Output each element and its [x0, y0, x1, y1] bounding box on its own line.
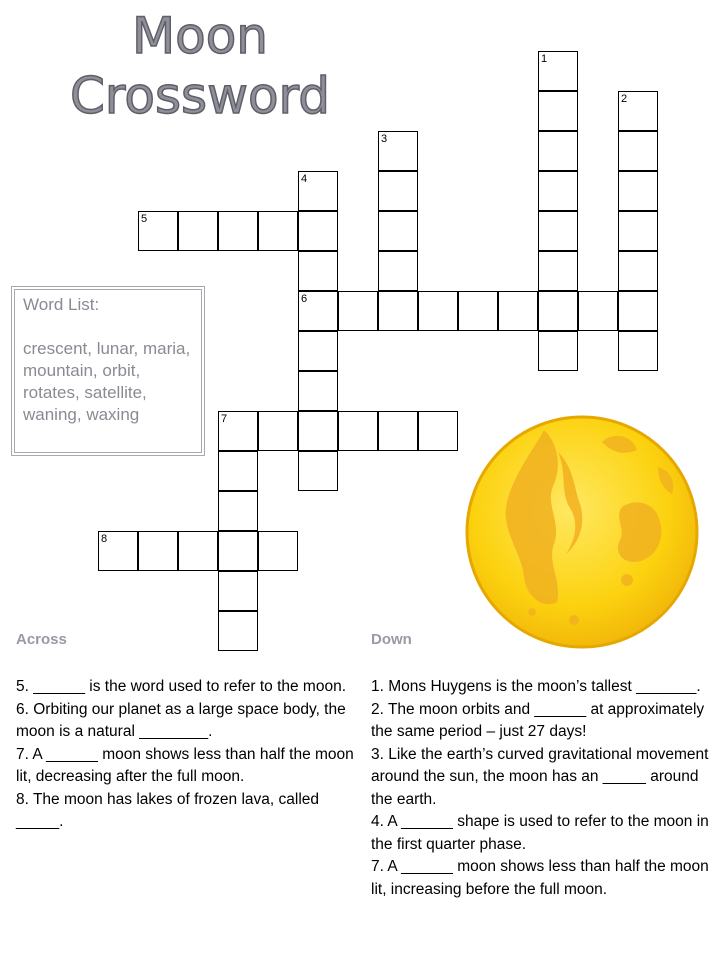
crossword-cell[interactable]	[258, 411, 298, 451]
word-list-words: crescent, lunar, maria, mountain, orbit, rotates, satellite, waning, waxing	[23, 339, 191, 424]
crossword-cell[interactable]	[218, 611, 258, 651]
crossword-cell[interactable]	[578, 291, 618, 331]
crossword-cell[interactable]	[378, 251, 418, 291]
crossword-cell[interactable]	[378, 211, 418, 251]
crossword-cell[interactable]	[258, 211, 298, 251]
crossword-cell[interactable]	[218, 531, 258, 571]
crossword-cell[interactable]	[298, 451, 338, 491]
crossword-cell[interactable]	[298, 171, 338, 211]
clue-number: 3	[381, 133, 388, 145]
clue-number: 8	[101, 533, 108, 545]
moon-illustration	[462, 412, 702, 652]
clue-number: 4	[301, 173, 308, 185]
across-clues	[16, 676, 354, 834]
moon-disc	[467, 417, 697, 647]
across-clue-6: 6. Orbiting our planet as a large space body, the moon is a natural ________.	[16, 700, 346, 740]
clue-number: 5	[141, 213, 148, 225]
crossword-cell[interactable]	[618, 291, 658, 331]
crossword-cell[interactable]	[618, 331, 658, 371]
crossword-cell[interactable]	[618, 91, 658, 131]
crossword-cell[interactable]	[138, 211, 178, 251]
across-clue-5: 5. ______ is the word used to refer to the moon.	[16, 678, 347, 695]
clue-number: 1	[541, 53, 548, 65]
crossword-cell[interactable]	[218, 451, 258, 491]
crossword-cell[interactable]	[538, 91, 578, 131]
crossword-cell[interactable]	[178, 211, 218, 251]
crossword-cell[interactable]	[298, 411, 338, 451]
crossword-cell[interactable]	[298, 291, 338, 331]
down-clue-2: 2. The moon orbits and ______ at approximately the same period – just 27 days!	[371, 700, 705, 740]
crossword-cell[interactable]	[378, 291, 418, 331]
across-clue-7: 7. A ______ moon shows less than half the moon lit, decreasing after the full moon.	[16, 745, 354, 785]
crossword-cell[interactable]	[298, 371, 338, 411]
clue-number: 7	[221, 413, 228, 425]
moon-crater	[528, 608, 536, 616]
crossword-cell[interactable]	[538, 131, 578, 171]
crossword-cell[interactable]	[538, 211, 578, 251]
crossword-cell[interactable]	[378, 131, 418, 171]
crossword-cell[interactable]	[418, 291, 458, 331]
across-clue-8: 8. The moon has lakes of frozen lava, called _____.	[16, 790, 319, 830]
crossword-cell[interactable]	[218, 411, 258, 451]
down-clue-3: 3. Like the earth’s curved gravitational movement around the sun, the moon has an _____ around the earth.	[371, 745, 709, 808]
across-heading: Across	[16, 631, 67, 648]
crossword-cell[interactable]	[538, 251, 578, 291]
crossword-cell[interactable]	[338, 291, 378, 331]
down-heading: Down	[371, 631, 412, 648]
crossword-cell[interactable]	[458, 291, 498, 331]
crossword-cell[interactable]	[378, 171, 418, 211]
crossword-cell[interactable]	[618, 131, 658, 171]
crossword-cell[interactable]	[218, 491, 258, 531]
clue-number: 2	[621, 93, 628, 105]
crossword-cell[interactable]	[178, 531, 218, 571]
crossword-cell[interactable]	[538, 331, 578, 371]
crossword-cell[interactable]	[298, 251, 338, 291]
crossword-cell[interactable]	[138, 531, 178, 571]
crossword-cell[interactable]	[538, 51, 578, 91]
crossword-cell[interactable]	[218, 571, 258, 611]
title-line-1: Moon	[131, 7, 268, 65]
down-clues	[371, 676, 711, 901]
crossword-cell[interactable]	[378, 411, 418, 451]
clue-number: 6	[301, 293, 308, 305]
crossword-cell[interactable]	[218, 211, 258, 251]
crossword-cell[interactable]	[538, 171, 578, 211]
crossword-cell[interactable]	[618, 251, 658, 291]
moon-crater	[621, 574, 633, 586]
crossword-cell[interactable]	[338, 411, 378, 451]
crossword-cell[interactable]	[298, 211, 338, 251]
crossword-cell[interactable]	[618, 211, 658, 251]
crossword-cell[interactable]	[498, 291, 538, 331]
down-clue-1: 1. Mons Huygens is the moon’s tallest _______.	[371, 678, 701, 695]
crossword-cell[interactable]	[618, 171, 658, 211]
moon-crater	[569, 615, 579, 625]
word-list-box	[11, 286, 205, 456]
page-title	[40, 6, 360, 126]
crossword-cell[interactable]	[98, 531, 138, 571]
down-clue-4: 4. A ______ shape is used to refer to the moon in the first quarter phase.	[371, 813, 709, 853]
crossword-cell[interactable]	[258, 531, 298, 571]
down-clue-7: 7. A ______ moon shows less than half the moon lit, increasing before the full moon.	[371, 858, 709, 898]
crossword-cell[interactable]	[538, 291, 578, 331]
word-list-heading: Word List:	[23, 295, 100, 314]
crossword-cell[interactable]	[298, 331, 338, 371]
title-line-2: Crossword	[70, 67, 330, 125]
crossword-cell[interactable]	[418, 411, 458, 451]
